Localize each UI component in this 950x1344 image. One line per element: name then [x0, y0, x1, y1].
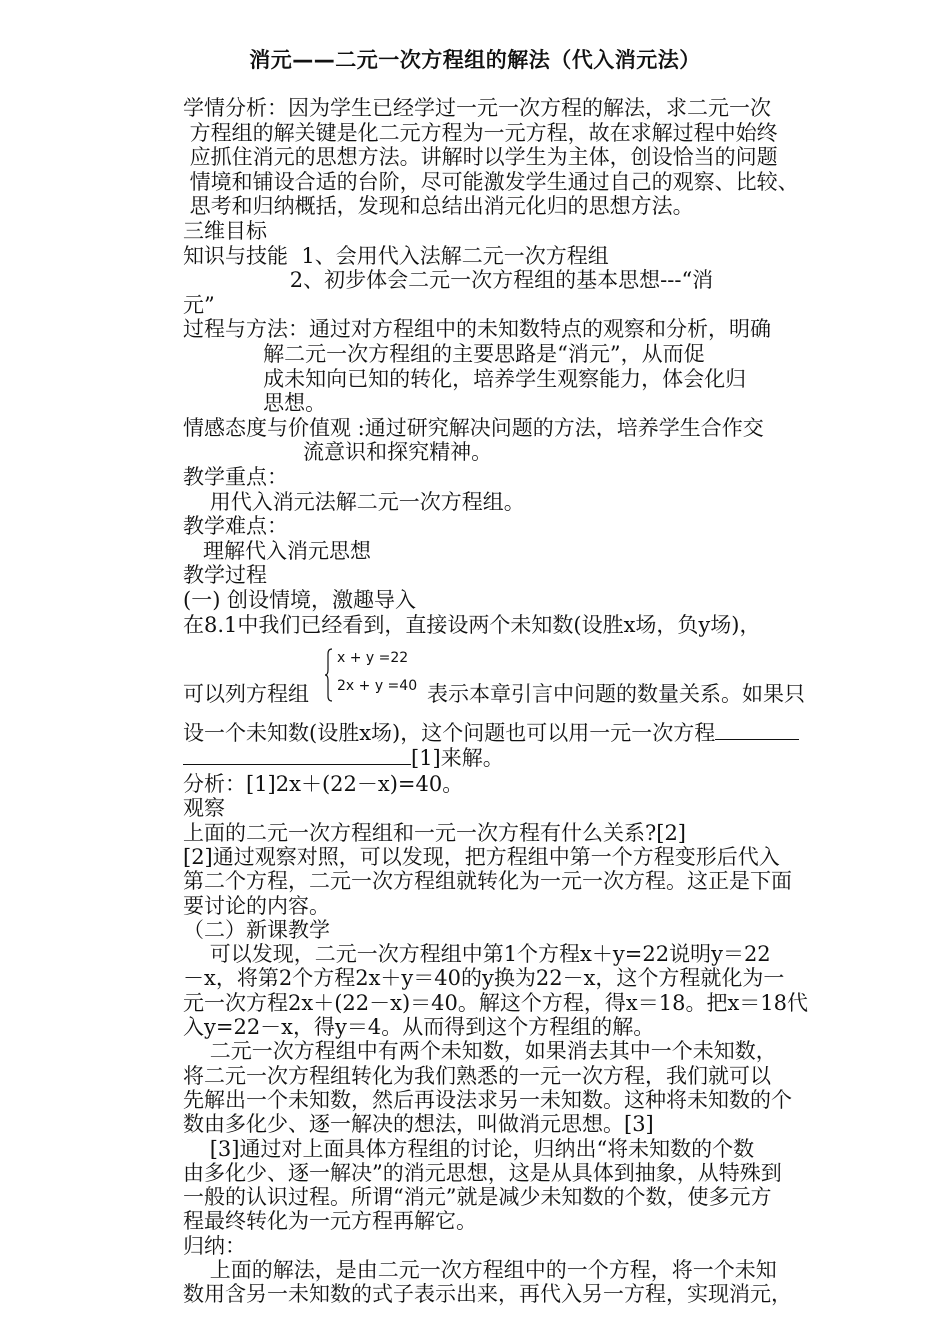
text-line: 情感态度与价值观 :通过研究解决问题的方法，培养学生合作交: [183, 415, 764, 440]
left-brace-icon: [325, 648, 333, 702]
text-line: 数由多化少、逐一解决的想法，叫做消元思想。[3]: [183, 1112, 654, 1137]
text-line: 入y=22－x，得y＝4。从而得到这个方程组的解。: [183, 1015, 655, 1039]
text-line: 理解代入消元思想: [183, 538, 372, 563]
text-line: 教学重点：: [183, 465, 288, 489]
text-line: (一) 创设情境，激趣导入: [183, 588, 417, 612]
text-line: 将二元一次方程组转化为我们熟悉的一元一次方程，我们就可以: [183, 1063, 771, 1088]
text-line: 三维目标: [183, 219, 267, 243]
text-line: 由多化少、逐一解决”的消元思想，这是从具体到抽象，从特殊到: [183, 1160, 782, 1185]
text-line: [3]通过对上面具体方程组的讨论，归纳出“将未知数的个数: [183, 1136, 755, 1161]
answer-blank-cont: [183, 746, 411, 765]
page-title: 消元——二元一次方程组的解法（代入消元法）: [249, 48, 701, 72]
text-line: 教学难点：: [183, 514, 288, 539]
text-line: 学情分析：因为学生已经学过一元一次方程的解法，求二元一次: [183, 96, 771, 120]
equation-lead: 可以列方程组: [183, 682, 309, 706]
text-line: 观察: [183, 796, 225, 821]
blank-line-1: 设一个未知数(设胜x场)，这个问题也可以用一元一次方程: [183, 720, 799, 746]
text-line: 方程组的解关键是化二元方程为一元方程，故在求解过程中始终: [183, 120, 778, 145]
blank-line-2: [1]来解。: [183, 745, 504, 771]
text-line: 解二元一次方程组的主要思路是“消元”，从而促: [183, 342, 705, 366]
text-line: 第二个方程，二元一次方程组就转化为一元一次方程。这正是下面: [183, 869, 792, 894]
text-line: 先解出一个未知数，然后再设法求另一未知数。这种将未知数的个: [183, 1087, 792, 1112]
equation-tail: 表示本章引言中问题的数量关系。如果只: [427, 682, 805, 706]
text-line: 分析：[1]2x＋(22－x)=40。: [183, 772, 464, 796]
text-line: 元”: [183, 292, 215, 317]
text-line: 教学过程: [183, 563, 267, 588]
text-line: 上面的解法，是由二元一次方程组中的一个方程，将一个未知: [183, 1258, 777, 1282]
text-line: 二元一次方程组中有两个未知数，如果消去其中一个未知数，: [183, 1039, 777, 1064]
text-line: 应抓住消元的思想方法。讲解时以学生为主体，创设恰当的问题: [183, 145, 778, 170]
equation-1: x + y =22: [337, 650, 409, 666]
text-line: 可以发现，二元一次方程组中第1个方程x＋y=22说明y＝22: [183, 942, 771, 967]
equation-line: [183, 681, 805, 707]
text-line: 元一次方程2x＋(22－x)＝40。解这个方程，得x＝18。把x＝18代: [183, 990, 809, 1015]
text-line: [2]通过观察对照，可以发现，把方程组中第一个方程变形后代入: [183, 844, 780, 869]
equation-system: [325, 648, 435, 704]
text-line: 流意识和探究精神。: [183, 440, 493, 465]
text-line: 程最终转化为一元方程再解它。: [183, 1209, 477, 1234]
text-line: 思考和归纳概括，发现和总结出消元化归的思想方法。: [183, 194, 694, 219]
text-line: 成未知向已知的转化，培养学生观察能力，体会化归: [183, 366, 747, 391]
text-line: 要讨论的内容。: [183, 893, 330, 918]
equation-2: 2x + y =40: [337, 678, 418, 694]
text-line: 情境和铺设合适的台阶，尽可能激发学生通过自己的观察、比较、: [183, 169, 799, 194]
text-line: 知识与技能 1、会用代入法解二元一次方程组: [183, 243, 609, 268]
text-line: 上面的二元一次方程组和一元一次方程有什么关系?[2]: [183, 820, 687, 845]
text-line: （二）新课教学: [183, 917, 330, 942]
answer-blank: [715, 721, 799, 740]
text-line: 用代入消元法解二元一次方程组。: [183, 489, 525, 514]
text-line: 2、初步体会二元一次方程组的基本思想---“消: [183, 268, 714, 293]
text-line: 过程与方法：通过对方程组中的未知数特点的观察和分析，明确: [183, 317, 771, 342]
text-line: －x，将第2个方程2x＋y＝40的y换为22－x，这个方程就化为一: [183, 966, 785, 991]
text-line: 归纳：: [183, 1233, 246, 1258]
text-line: 数用含另一未知数的式子表示出来，再代入另一方程，实现消元，: [183, 1282, 792, 1307]
text-line: 一般的认识过程。所谓“消元”就是减少未知数的个数，使多元方: [183, 1185, 772, 1210]
text-line: 在8.1中我们已经看到，直接设两个未知数(设胜x场，负y场)，: [183, 612, 761, 637]
text-line: 思想。: [183, 391, 327, 416]
